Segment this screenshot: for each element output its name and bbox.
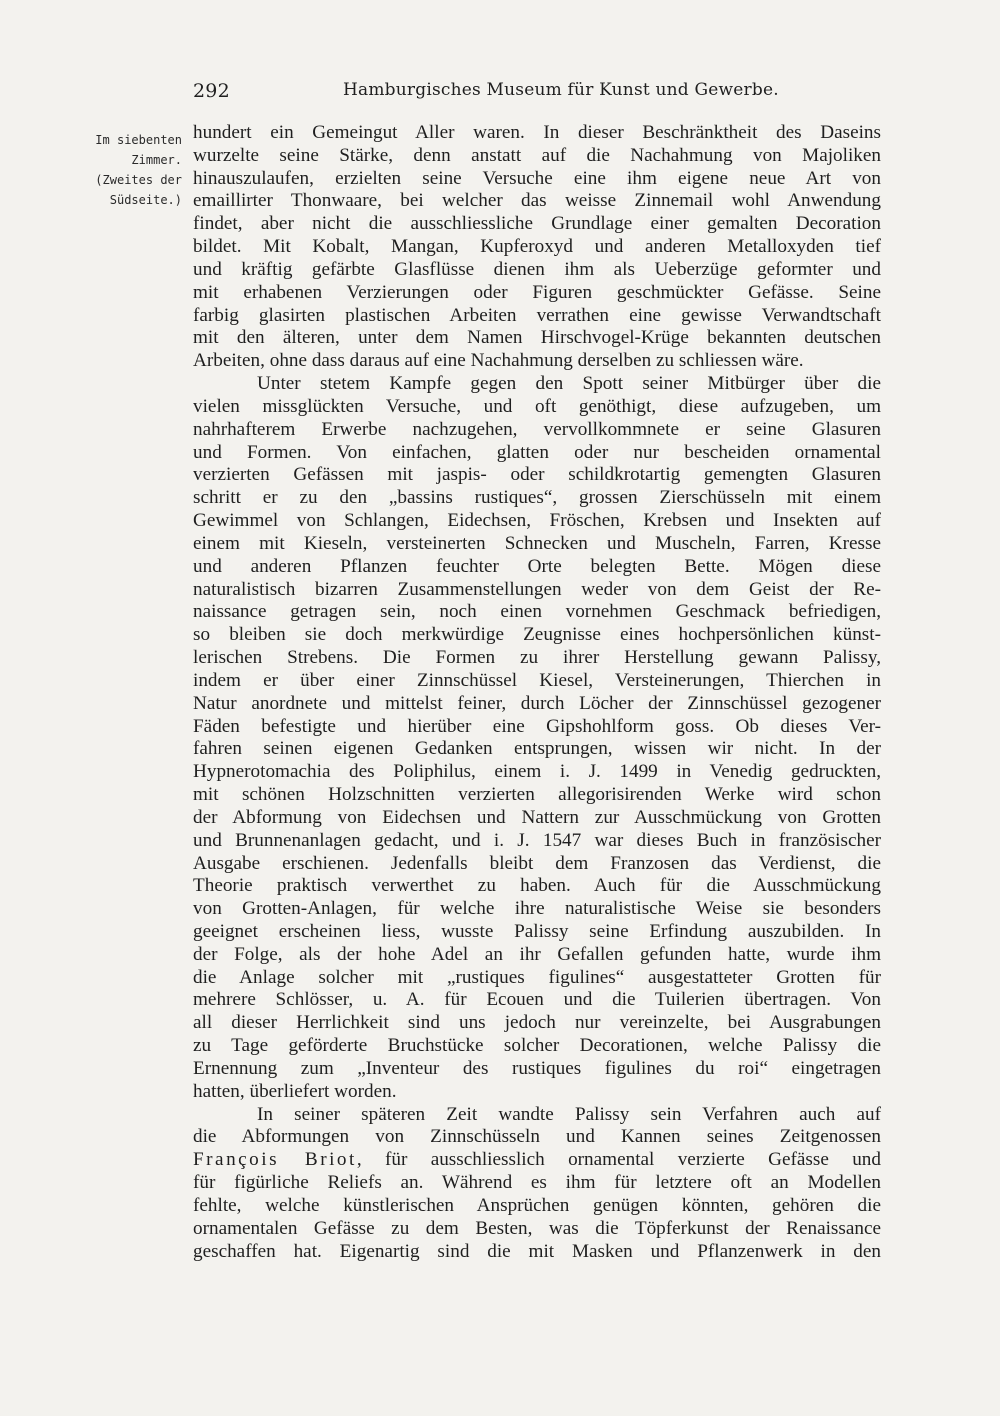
- page-header: [193, 80, 883, 108]
- text-line: all dieser Herrlichkeit sind uns jedoch nur vereinzelte, bei Ausgrabungen: [193, 1012, 881, 1034]
- text-line: die Anlage solcher mit „rustiques figulines“ ausgestatteter Grotten für: [193, 966, 881, 988]
- text-line: naturalistisch bizarren Zusammenstellungen weder von dem Geist der Re-: [193, 578, 881, 600]
- text-line: Natur anordnete und mittelst feiner, durch Löcher der Zinnschüssel gezogener: [193, 692, 881, 714]
- text-line: In seiner späteren Zeit wandte Palissy sein Verfahren auch auf: [257, 1103, 881, 1125]
- text-line: mit erhabenen Verzierungen oder Figuren geschmückter Gefässe. Seine: [193, 281, 881, 303]
- margin-note-line: (Zweites der: [95, 173, 182, 187]
- text-line: fehlte, welche künstlerischen Ansprüchen genügen könnten, gehören die: [193, 1194, 881, 1216]
- person-name-briot: François Briot: [193, 1149, 357, 1171]
- body-text: [193, 122, 881, 1263]
- margin-note-line: Südseite.): [109, 193, 182, 207]
- text-line: zu Tage geförderte Bruchstücke solcher Decorationen, welche Palissy die: [193, 1035, 881, 1057]
- text-line: Arbeiten, ohne dass daraus auf eine Nachahmung derselben zu schliessen wäre.: [193, 350, 804, 372]
- text-line: vielen missglückten Versuche, und oft genöthigt, diese aufzugeben, um: [193, 395, 881, 417]
- text-line: geschaffen hat. Eigenartig sind die mit Masken und Pflanzenwerk in den: [193, 1240, 881, 1262]
- text-line: Ausgabe erschienen. Jedenfalls bleibt dem Franzosen das Verdienst, die: [193, 852, 881, 874]
- margin-note-line: Zimmer.: [131, 153, 182, 167]
- running-title: Hamburgisches Museum für Kunst und Gewerbe.: [343, 80, 779, 100]
- text-line: wurzelte seine Stärke, denn anstatt auf die Nachahmung von Majoliken: [193, 144, 881, 166]
- margin-note: [62, 130, 182, 210]
- text-line: einem mit Kieseln, versteinerten Schnecken und Muscheln, Farren, Kresse: [193, 532, 881, 554]
- text-line: mehrere Schlösser, u. A. für Ecouen und die Tuilerien übertragen. Von: [193, 989, 881, 1011]
- text-line: emaillirter Thonwaare, bei welcher das weisse Zinnemail wohl Anwendung: [193, 190, 881, 212]
- text-line: fahren seinen eigenen Gedanken entsprungen, wissen wir nicht. In der: [193, 738, 881, 760]
- margin-note-line: Im siebenten: [95, 133, 182, 147]
- text-line: für figürliche Reliefs an. Während es ihm für letztere oft an Modellen: [193, 1172, 881, 1194]
- text-line: der Folge, als der hohe Adel an ihr Gefallen gefunden hatte, wurde ihm: [193, 943, 881, 965]
- text-line: Gewimmel von Schlangen, Eidechsen, Fröschen, Krebsen und Insekten auf: [193, 510, 881, 532]
- text-line: Fäden befestigte und hierüber eine Gipshohlform goss. Ob dieses Ver-: [193, 715, 881, 737]
- text-line: bildet. Mit Kobalt, Mangan, Kupferoxyd und anderen Metalloxyden tief: [193, 236, 881, 258]
- text-line: Hypnerotomachia des Poliphilus, einem i. J. 1499 in Venedig gedruckten,: [193, 761, 881, 783]
- text-line: der Abformung von Eidechsen und Nattern zur Ausschmückung von Grotten: [193, 806, 881, 828]
- text-line-briot: [193, 1149, 881, 1172]
- text-line: mit schönen Holzschnitten verzierten allegorisirenden Werke wird schon: [193, 784, 881, 806]
- text-line: schritt er zu den „bassins rustiques“, grossen Zierschüsseln mit einem: [193, 487, 881, 509]
- text-line: naissance getragen sein, noch einen vornehmen Geschmack befriedigen,: [193, 601, 881, 623]
- text-line: indem er über einer Zinnschüssel Kiesel, Versteinerungen, Thierchen in: [193, 669, 881, 691]
- text-line: findet, aber nicht die ausschliessliche Grundlage einer gemalten Decoration: [193, 213, 881, 235]
- text-line: die Abformungen von Zinnschüsseln und Kannen seines Zeitgenossen: [193, 1126, 881, 1148]
- text-line: hundert ein Gemeingut Aller waren. In dieser Beschränktheit des Daseins: [193, 122, 881, 143]
- text-line: Ernennung zum „Inventeur des rustiques figulines du roi“ eingetragen: [193, 1057, 881, 1079]
- text-line: und kräftig gefärbte Glasflüsse dienen ihm als Ueberzüge geformter und: [193, 258, 881, 280]
- text-line: und Brunnenanlagen gedacht, und i. J. 1547 war dieses Buch in französischer: [193, 829, 881, 851]
- text-line: geeignet erscheinen liess, wusste Palissy seine Erfindung auszubilden. In: [193, 920, 881, 942]
- text-line: mit den älteren, unter dem Namen Hirschvogel-Krüge bekannten deutschen: [193, 327, 881, 349]
- text-line: ornamentalen Gefässe zu dem Besten, was die Töpferkunst der Renaissance: [193, 1217, 881, 1239]
- text-line: und anderen Pflanzen feuchter Orte belegten Bette. Mögen diese: [193, 555, 881, 577]
- text-line: von Grotten-Anlagen, für welche ihre naturalistische Weise sie besonders: [193, 898, 881, 920]
- text-line: farbig glasirten plastischen Arbeiten verrathen eine gewisse Verwandtschaft: [193, 304, 881, 326]
- text-line: hinauszulaufen, erzielten seine Versuche eine ihm eigene neue Art von: [193, 167, 881, 189]
- text-line: Theorie praktisch verwerthet zu haben. Auch für die Ausschmückung: [193, 875, 881, 897]
- text-line: lerischen Strebens. Die Formen zu ihrer Herstellung gewann Palissy,: [193, 647, 881, 669]
- text-line: nahrhafterem Erwerbe nachzugehen, vervollkommnete er seine Glasuren: [193, 418, 881, 440]
- text-line: hatten, überliefert worden.: [193, 1080, 397, 1102]
- text-line: und Formen. Von einfachen, glatten oder nur bescheiden ornamental: [193, 441, 881, 463]
- text-line-rest: , für ausschliesslich ornamental verzierte Gefässe und: [356, 1149, 881, 1171]
- text-line: so bleiben sie doch merkwürdige Zeugnisse eines hochpersönlichen künst-: [193, 624, 881, 646]
- text-line: Unter stetem Kampfe gegen den Spott seiner Mitbürger über die: [257, 373, 881, 395]
- text-line: verzierten Gefässen mit jaspis- oder schildkrotartig gemengten Glasuren: [193, 464, 881, 486]
- page-number: 292: [193, 80, 230, 102]
